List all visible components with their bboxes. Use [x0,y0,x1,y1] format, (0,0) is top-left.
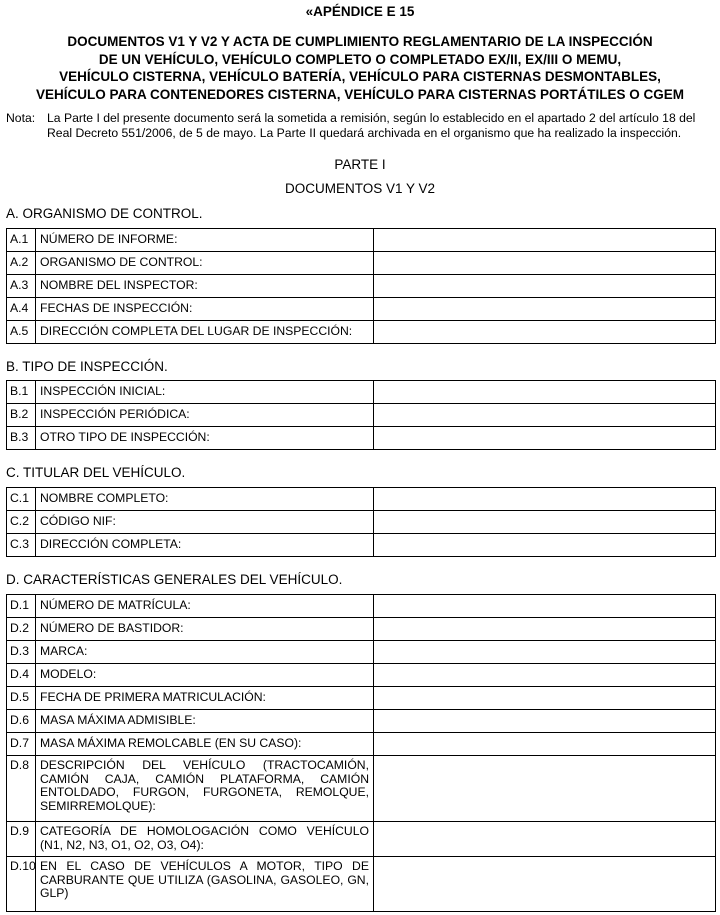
table-row [7,710,716,733]
row-label: OTRO TIPO DE INSPECCIÓN: [36,427,374,450]
row-value-field[interactable] [374,511,716,534]
table-row [7,488,716,511]
note-label: Nota: [6,111,36,125]
row-code: A.5 [7,321,36,344]
row-value-field[interactable] [374,427,716,450]
row-code: D.7 [7,733,36,756]
row-label: EN EL CASO DE VEHÍCULOS A MOTOR, TIPO DE CARBURANTE QUE UTILIZA (GASOLINA, GASOLEO, GN, GLP) [36,857,374,912]
table-row [7,321,716,344]
section-a-heading: A. ORGANISMO DE CONTROL. [6,206,203,221]
row-label: INSPECCIÓN PERIÓDICA: [36,404,374,427]
row-value-field[interactable] [374,404,716,427]
document-title [0,33,720,103]
table-row [7,275,716,298]
row-value-field[interactable] [374,641,716,664]
row-value-field[interactable] [374,618,716,641]
section-b-table [6,380,716,450]
row-label: MASA MÁXIMA REMOLCABLE (EN SU CASO): [36,733,374,756]
row-label: CATEGORÍA DE HOMOLOGACIÓN COMO VEHÍCULO (N1, N2, N3, O1, O2, O3, O4): [36,822,374,857]
part-subheading: DOCUMENTOS V1 Y V2 [284,181,436,196]
note-line-1: La Parte I del presente documento será la sometida a remisión, según lo establecido en el apartado 2 del artículo 18 del [47,111,696,125]
row-code: D.4 [7,664,36,687]
note-line-2: Real Decreto 551/2006, de 5 de mayo. La Parte II quedará archivada en el organismo que ha realizado la inspección. [47,126,682,140]
table-row [7,229,716,252]
note-text [47,111,717,141]
row-value-field[interactable] [374,534,716,557]
section-c-heading: C. TITULAR DEL VEHÍCULO. [6,465,186,480]
row-label: NÚMERO DE BASTIDOR: [36,618,374,641]
row-label: NOMBRE COMPLETO: [36,488,374,511]
table-row [7,857,716,912]
row-value-field[interactable] [374,710,716,733]
section-d-heading: D. CARACTERÍSTICAS GENERALES DEL VEHÍCULO. [6,572,343,587]
section-a-table [6,228,716,344]
row-label: FECHA DE PRIMERA MATRICULACIÓN: [36,687,374,710]
row-value-field[interactable] [374,687,716,710]
row-code: D.6 [7,710,36,733]
row-code: A.2 [7,252,36,275]
table-row [7,756,716,822]
row-label: NOMBRE DEL INSPECTOR: [36,275,374,298]
row-label: DESCRIPCIÓN DEL VEHÍCULO (TRACTOCAMIÓN, CAMIÓN CAJA, CAMIÓN PLATAFORMA, CAMIÓN ENTOLDADO, FURGON, FURGONETA, REMOLQUE, SEMIRREMOLQUE): [36,756,374,822]
row-value-field[interactable] [374,733,716,756]
table-row [7,618,716,641]
row-value-field[interactable] [374,756,716,822]
row-value-field[interactable] [374,664,716,687]
table-row [7,381,716,404]
row-value-field[interactable] [374,298,716,321]
row-code: D.8 [7,756,36,822]
row-code: D.10 [7,857,36,912]
row-code: B.1 [7,381,36,404]
title-line-3: VEHÍCULO CISTERNA, VEHÍCULO BATERÍA, VEHÍCULO PARA CISTERNAS DESMONTABLES, [59,69,661,84]
row-value-field[interactable] [374,595,716,618]
section-c-table [6,487,716,557]
row-code: C.2 [7,511,36,534]
table-row [7,511,716,534]
row-code: C.1 [7,488,36,511]
table-row [7,822,716,857]
table-row [7,664,716,687]
table-row [7,404,716,427]
table-row [7,687,716,710]
row-code: D.3 [7,641,36,664]
table-row [7,252,716,275]
row-value-field[interactable] [374,321,716,344]
row-label: DIRECCIÓN COMPLETA: [36,534,374,557]
row-value-field[interactable] [374,488,716,511]
title-line-2: DE UN VEHÍCULO, VEHÍCULO COMPLETO O COMPLETADO EX/II, EX/III O MEMU, [98,51,622,67]
title-line-4: VEHÍCULO PARA CONTENEDORES CISTERNA, VEHÍCULO PARA CISTERNAS PORTÁTILES O CGEM [35,86,685,102]
section-b-heading: B. TIPO DE INSPECCIÓN. [6,359,168,374]
row-code: A.1 [7,229,36,252]
row-code: D.2 [7,618,36,641]
row-label: INSPECCIÓN INICIAL: [36,381,374,404]
row-value-field[interactable] [374,857,716,912]
row-code: B.3 [7,427,36,450]
part-heading: PARTE I [334,157,386,172]
row-code: C.3 [7,534,36,557]
row-value-field[interactable] [374,275,716,298]
row-value-field[interactable] [374,229,716,252]
row-value-field[interactable] [374,252,716,275]
row-label: NÚMERO DE INFORME: [36,229,374,252]
section-d-table [6,594,716,912]
row-label: NÚMERO DE MATRÍCULA: [36,595,374,618]
row-label: DIRECCIÓN COMPLETA DEL LUGAR DE INSPECCIÓN: [36,321,374,344]
row-label: MASA MÁXIMA ADMISIBLE: [36,710,374,733]
row-label: FECHAS DE INSPECCIÓN: [36,298,374,321]
table-row [7,733,716,756]
row-code: A.3 [7,275,36,298]
title-line-1: DOCUMENTOS V1 Y V2 Y ACTA DE CUMPLIMIENTO REGLAMENTARIO DE LA INSPECCIÓN [67,34,653,49]
row-label: CÓDIGO NIF: [36,511,374,534]
row-value-field[interactable] [374,822,716,857]
row-label: MODELO: [36,664,374,687]
table-row [7,298,716,321]
row-label: MARCA: [36,641,374,664]
table-row [7,595,716,618]
row-value-field[interactable] [374,381,716,404]
row-code: D.1 [7,595,36,618]
row-code: A.4 [7,298,36,321]
row-code: D.5 [7,687,36,710]
table-row [7,534,716,557]
row-code: D.9 [7,822,36,857]
appendix-title: «APÉNDICE E 15 [305,4,415,19]
row-label: ORGANISMO DE CONTROL: [36,252,374,275]
table-row [7,427,716,450]
table-row [7,641,716,664]
row-code: B.2 [7,404,36,427]
